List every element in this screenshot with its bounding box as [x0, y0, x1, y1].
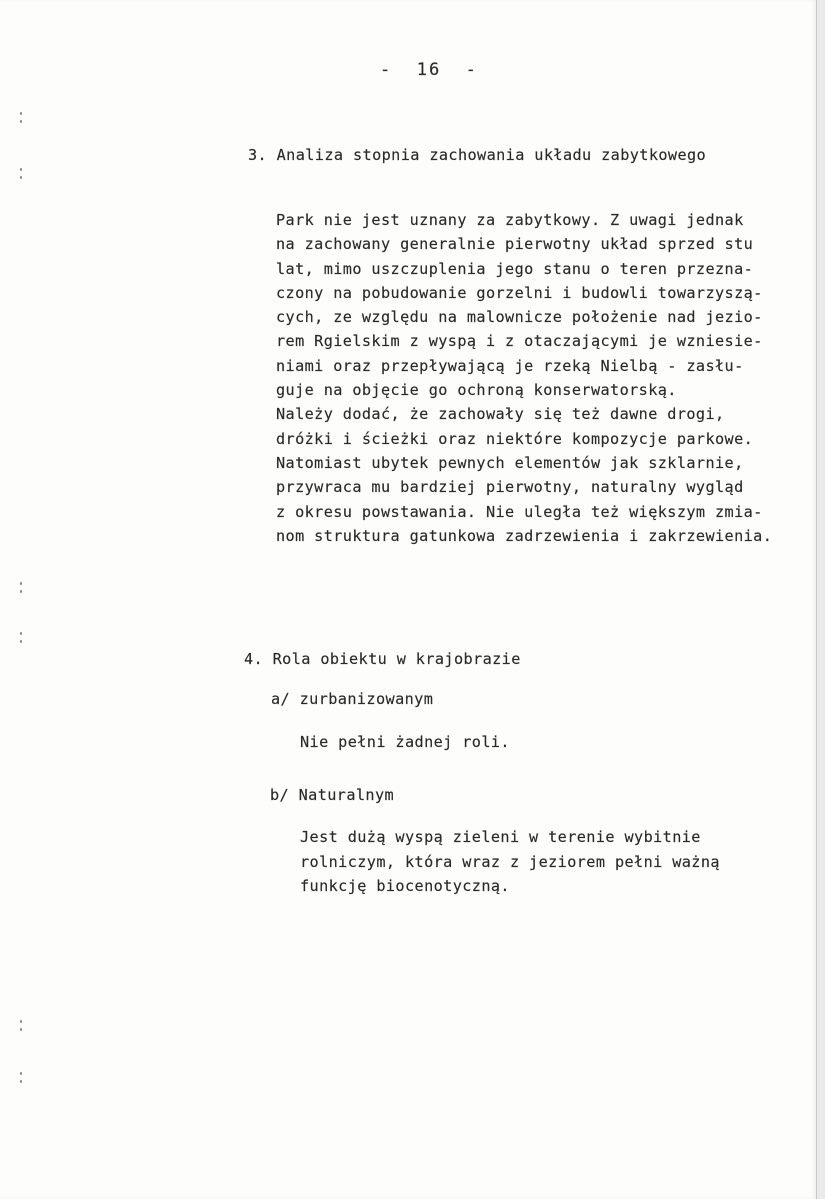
- paragraph-line: nom struktura gatunkowa zadrzewienia i zakrzewienia.: [276, 526, 773, 545]
- paragraph-line: rem Rgielskim z wyspą i z otaczającymi je wzniesie-: [276, 332, 763, 351]
- paragraph-line: z okresu powstawania. Nie uległa też większym zmia-: [276, 502, 763, 521]
- paragraph-line: na zachowany generalnie pierwotny układ sprzed stu: [276, 235, 754, 254]
- paragraph-line: dróżki i ścieżki oraz niektóre kompozycje parkowe.: [276, 429, 754, 448]
- subsection-b-paragraph: [300, 825, 720, 899]
- paragraph-line: Jest dużą wyspą zieleni w terenie wybitnie: [300, 828, 701, 846]
- paragraph-line: przywraca mu bardziej pierwotny, naturalny wygląd: [276, 478, 744, 497]
- paragraph-line: niami oraz przepływającą je rzeką Nielbą - zasłu-: [276, 356, 744, 375]
- paragraph-line: rolniczym, która wraz z jeziorem pełni ważną: [300, 852, 720, 871]
- section-3-paragraph: [276, 208, 772, 548]
- punch-hole-mark: [19, 168, 23, 180]
- paragraph-line: guje na objęcie go ochroną konserwatorską.: [276, 381, 677, 400]
- paragraph-line: cych, ze względu na malownicze położenie nad jezio-: [276, 308, 763, 327]
- paragraph-line: Należy dodać, że zachowały się też dawne drogi,: [276, 405, 725, 424]
- punch-hole-mark: [19, 632, 23, 644]
- subsection-b-label: b/ Naturalnym: [270, 786, 395, 804]
- punch-hole-mark: [19, 1020, 23, 1032]
- paragraph-line: funkcję biocenotyczną.: [300, 877, 510, 895]
- paragraph-line: czony na pobudowanie gorzelni i budowli towarzyszą-: [276, 283, 763, 302]
- punch-hole-mark: [19, 112, 23, 124]
- paragraph-line: Natomiast ubytek pewnych elementów jak szklarnie,: [276, 453, 744, 472]
- subsection-a-label: a/ zurbanizowanym: [271, 690, 434, 708]
- punch-hole-mark: [19, 582, 23, 594]
- paragraph-line: lat, mimo uszczuplenia jego stanu o teren przezna-: [276, 259, 754, 278]
- punch-hole-mark: [19, 1072, 23, 1084]
- subsection-a-text: Nie pełni żadnej roli.: [300, 733, 510, 751]
- paragraph-line: Park nie jest uznany za zabytkowy. Z uwagi jednak: [276, 211, 744, 229]
- page-number: - 16 -: [380, 60, 478, 80]
- section-4-heading: 4. Rola obiektu w krajobrazie: [244, 650, 521, 668]
- section-3-heading: 3. Analiza stopnia zachowania układu zabytkowego: [248, 146, 707, 164]
